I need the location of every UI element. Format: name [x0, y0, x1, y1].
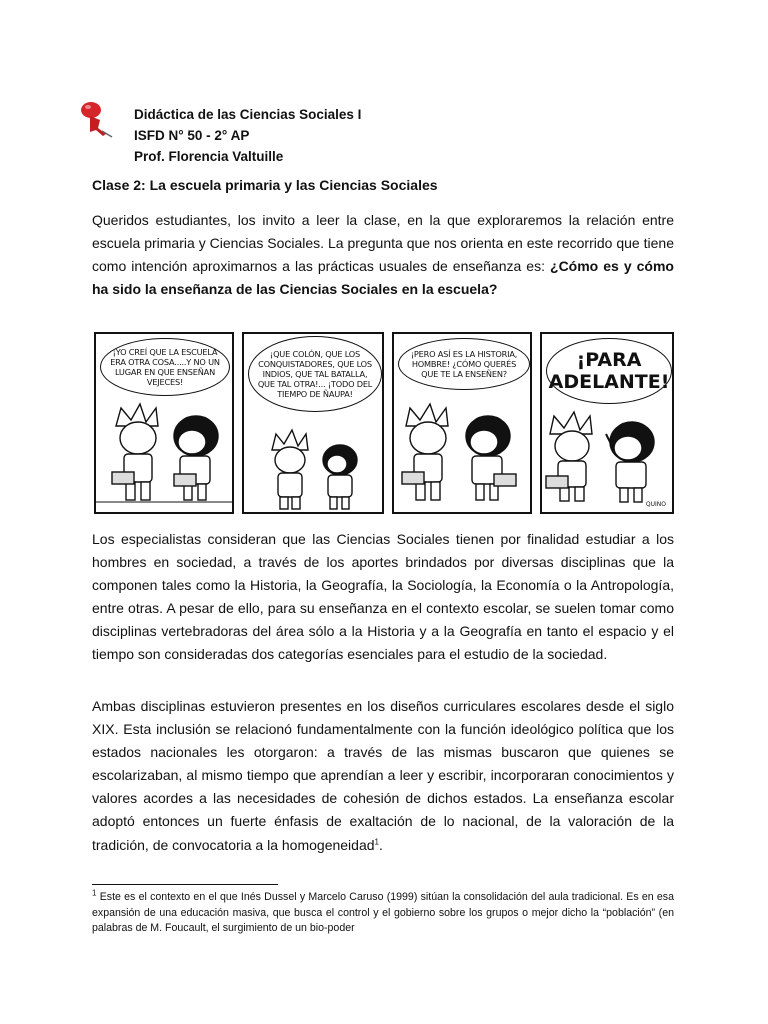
guiding-question: ¿Cómo es y cómo ha sido la enseñanza de las Ciencias Sociales en la escuela? [92, 258, 674, 298]
footnote-number: 1 [92, 888, 97, 898]
comic-strip [94, 332, 674, 516]
comic-panel-3 [392, 332, 532, 514]
paragraph-3-text: Ambas disciplinas estuvieron presentes en los diseños curriculares escolares desde el siglo XIX. Esta inclusión se relacionó fundamentalmente con la función ideológico política que los estados nacionales les otorgaron: a través de las mismas buscaron que quienes se escolarizaban, al mismo tiempo que aprendían a leer y escribir, incorporaran conocimientos y valores acordes a las necesidades de cohesión de dichos estados. La enseñanza escolar adoptó entonces un fuerte énfasis de exaltación de lo nacional, de la valoración de la tradición, de convocatoria a la homogeneidad [92, 698, 674, 853]
institution-line: ISFD N° 50 - 2° AP [134, 128, 250, 143]
footnote [92, 890, 674, 937]
footnote-text: Este es el contexto en el que Inés Dussel y Marcelo Caruso (1999) sitúan la consolidación del aula tradicional. Es en esa expansión de una educación masiva, que busca el control y el gobierno sobre los grupos o mejor dicho la “población” (en palabras de M. Foucault, el surgimiento de un bio-poder [92, 891, 674, 935]
comic-signature: QUINO [645, 501, 666, 508]
professor-line: Prof. Florencia Valtuille [134, 149, 284, 164]
speech-bubble-2: ¡QUE COLÓN, QUE LOS CONQUISTADORES, QUE LOS INDIOS, QUE TAL BATALLA, QUE TAL OTRA!... ¡TODO DEL TIEMPO DE ÑAUPA! [248, 336, 382, 412]
course-title: Didáctica de las Ciencias Sociales I [134, 107, 362, 122]
speech-bubble-1: ¡YO CREÍ QUE LA ESCUELA ERA OTRA COSA.....Y NO UN LUGAR EN QUE ENSEÑAN VEJECES! [100, 338, 230, 396]
comic-panel-4 [540, 332, 674, 514]
footnote-separator [92, 884, 278, 885]
comic-panel-1 [94, 332, 234, 514]
paragraph-2: Los especialistas consideran que las Ciencias Sociales tienen por finalidad estudiar a los hombres en sociedad, a través de los aportes brindados por diversas disciplinas que la componen tales como la Historia, la Geografía, la Sociología, la Economía o la Antropología, entre otras. A pesar de ello, para su enseñanza en el contexto escolar, se suelen tomar como disciplinas vertebradoras del área sólo a la Historia y a la Geografía en tanto el espacio y el tiempo son consideradas dos categorías esenciales para el estudio de la sociedad. [92, 531, 674, 663]
pushpin-icon [76, 98, 116, 138]
speech-bubble-4: ¡PARA ADELANTE! [546, 338, 672, 404]
class-title: Clase 2: La escuela primaria y las Ciencias Sociales [92, 177, 438, 193]
intro-text: Queridos estudiantes, los invito a leer la clase, en la que exploraremos la relación entre escuela primaria y Ciencias Sociales. La pregunta que nos orienta en este recorrido que tiene como intención aproximarnos a las prácticas usuales de enseñanza es: [92, 212, 674, 275]
intro-paragraph [92, 209, 674, 301]
paragraph-3-end: . [378, 836, 383, 853]
course-header [134, 104, 361, 167]
paragraph-3 [92, 695, 674, 857]
footnote-reference[interactable]: 1 [374, 836, 379, 846]
speech-bubble-3: ¡PERO ASÍ ES LA HISTORIA, HOMBRE! ¿CÓMO QUERÉS QUE TE LA ENSEÑEN? [398, 338, 530, 390]
comic-panel-2 [242, 332, 384, 514]
